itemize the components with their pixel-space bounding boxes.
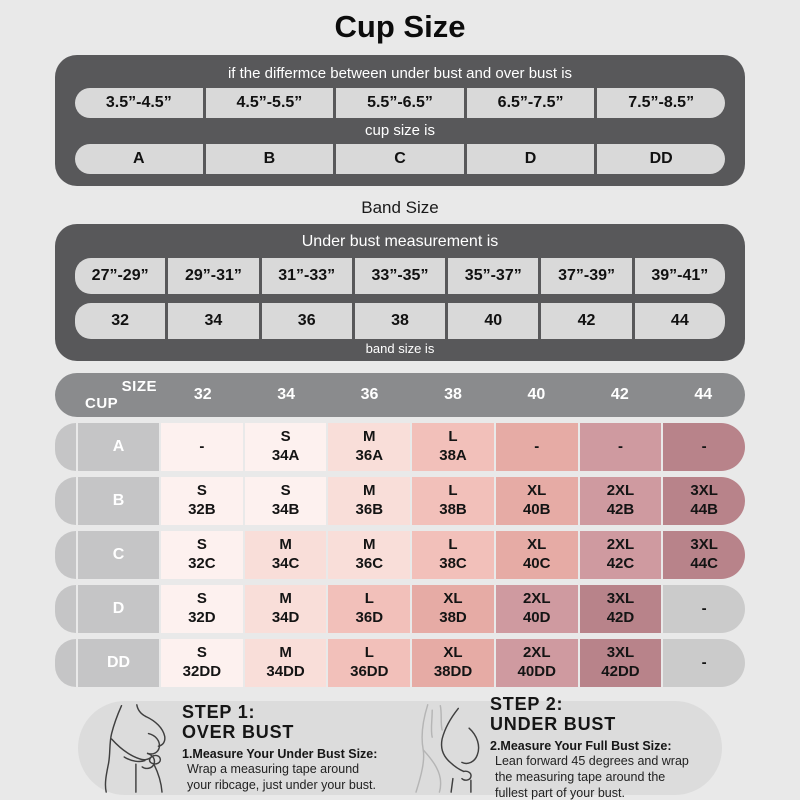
matrix-row-B (55, 477, 745, 525)
row-cup-label: D (78, 585, 159, 633)
size-cell: S 32DD (161, 639, 243, 687)
step-1-label: STEP 1: (182, 702, 256, 723)
size-cell: L 38B (412, 477, 494, 525)
size-cell: 3XL 44B (663, 477, 745, 525)
size-cell: 3XL 42D (580, 585, 662, 633)
band-size-cell: 34 (168, 303, 258, 339)
band-size-title: Band Size (361, 198, 439, 217)
matrix-corner (55, 373, 161, 417)
cup-letter-cell: A (75, 144, 203, 174)
size-cell: XL 38D (412, 585, 494, 633)
size-cell: L 38A (412, 423, 494, 471)
band-panel-caption: Under bust measurement is (301, 233, 499, 250)
matrix-column-header: 34 (277, 386, 296, 403)
band-range-cell: 31”-33” (262, 258, 352, 294)
size-cell: S 32B (161, 477, 243, 525)
size-matrix (0, 373, 800, 687)
cup-range-cell: 5.5”-6.5” (336, 88, 464, 118)
cup-range-row (75, 88, 725, 118)
band-range-cell: 37”-39” (541, 258, 631, 294)
matrix-row-C (55, 531, 745, 579)
matrix-column-headers (161, 373, 745, 417)
size-cell-empty: - (161, 423, 243, 471)
row-end-cap (55, 423, 76, 471)
band-range-row (75, 258, 725, 294)
size-cell: L 36DD (328, 639, 410, 687)
row-end-cap (55, 585, 76, 633)
matrix-column-header: 36 (360, 386, 379, 403)
band-size-cell: 32 (75, 303, 165, 339)
size-cell-empty: - (580, 423, 662, 471)
cup-range-cell: 7.5”-8.5” (597, 88, 725, 118)
size-cell: XL 40B (496, 477, 578, 525)
size-cell-empty: - (663, 423, 745, 471)
size-cell: M 36C (328, 531, 410, 579)
over-bust-measuring-figure (92, 703, 178, 793)
matrix-column-header: 42 (610, 386, 629, 403)
page-title: Cup Size (334, 9, 466, 44)
band-size-cell: 36 (262, 303, 352, 339)
band-range-cell: 33”-35” (355, 258, 445, 294)
size-cell: M 34DD (245, 639, 327, 687)
band-size-panel (55, 224, 745, 361)
size-cell-empty: - (663, 585, 745, 633)
band-range-cell: 35”-37” (448, 258, 538, 294)
size-cell: XL 40C (496, 531, 578, 579)
cup-letter-cell: DD (597, 144, 725, 174)
row-cup-label: C (78, 531, 159, 579)
step-1-text (182, 703, 385, 793)
size-cell: L 38C (412, 531, 494, 579)
size-cell-empty: - (663, 639, 745, 687)
row-end-cap (55, 531, 76, 579)
row-cup-label: A (78, 423, 159, 471)
cup-size-panel (55, 55, 745, 186)
cup-range-cell: 6.5”-7.5” (467, 88, 595, 118)
size-cell: M 36A (328, 423, 410, 471)
step-1-name: OVER BUST (182, 722, 295, 742)
size-cell: 2XL 42C (580, 531, 662, 579)
cup-mid-caption: cup size is (364, 122, 436, 139)
step-1-block (92, 703, 400, 793)
size-cell: 3XL 44C (663, 531, 745, 579)
row-cup-label: B (78, 477, 159, 525)
size-cell: S 32C (161, 531, 243, 579)
step-2-text (490, 695, 693, 800)
step-1-title (182, 703, 385, 743)
corner-cup-label: CUP (85, 395, 119, 412)
under-bust-measuring-figure (400, 703, 486, 793)
matrix-column-header: 38 (444, 386, 462, 403)
step-1-lead: 1.Measure Your Under Bust Size: (182, 746, 378, 761)
size-cell: 3XL 42DD (580, 639, 662, 687)
matrix-row-A (55, 423, 745, 471)
step-2-lead: 2.Measure Your Full Bust Size: (490, 738, 672, 753)
size-cell: M 34C (245, 531, 327, 579)
matrix-rows (0, 423, 800, 687)
band-range-cell: 27”-29” (75, 258, 165, 294)
size-cell: S 34B (245, 477, 327, 525)
size-cell: XL 38DD (412, 639, 494, 687)
row-end-cap (55, 639, 76, 687)
size-cell: 2XL 40DD (496, 639, 578, 687)
size-cell: L 36D (328, 585, 410, 633)
cup-letter-cell: C (336, 144, 464, 174)
size-cell-empty: - (496, 423, 578, 471)
matrix-column-header: 40 (527, 386, 546, 403)
step-1-body: Wrap a measuring tape around your ribcage, just under your bust. (187, 761, 376, 792)
step-2-body: Lean forward 45 degrees and wrap the measuring tape around the fullest part of your bust. (495, 753, 689, 800)
cup-range-cell: 3.5”-4.5” (75, 88, 203, 118)
step-2-name: UNDER BUST (490, 714, 617, 734)
band-size-cell: 42 (541, 303, 631, 339)
band-range-cell: 39”-41” (635, 258, 725, 294)
band-size-row (75, 303, 725, 339)
size-cell: M 34D (245, 585, 327, 633)
band-range-cell: 29”-31” (168, 258, 258, 294)
cup-panel-caption: if the differmce between under bust and over bust is (227, 65, 573, 82)
size-cell: 2XL 40D (496, 585, 578, 633)
matrix-column-header: 32 (193, 386, 212, 403)
size-cell: M 36B (328, 477, 410, 525)
step-2-label: STEP 2: (490, 694, 564, 715)
row-cup-label: DD (78, 639, 159, 687)
cup-letter-row (75, 144, 725, 174)
band-size-cell: 38 (355, 303, 445, 339)
cup-letter-cell: D (467, 144, 595, 174)
size-cell: S 34A (245, 423, 327, 471)
band-footer-caption: band size is (365, 341, 435, 356)
band-size-cell: 40 (448, 303, 538, 339)
cup-range-cell: 4.5”-5.5” (206, 88, 334, 118)
band-size-cell: 44 (635, 303, 725, 339)
measuring-steps-panel (78, 694, 722, 800)
step-2-block (400, 695, 708, 800)
corner-size-label: SIZE (121, 378, 157, 395)
size-cell: S 32D (161, 585, 243, 633)
step-2-title (490, 695, 693, 735)
matrix-column-header: 44 (694, 386, 713, 403)
size-cell: 2XL 42B (580, 477, 662, 525)
cup-letter-cell: B (206, 144, 334, 174)
matrix-row-D (55, 585, 745, 633)
row-end-cap (55, 477, 76, 525)
matrix-row-DD (55, 639, 745, 687)
matrix-header-row (55, 373, 745, 417)
